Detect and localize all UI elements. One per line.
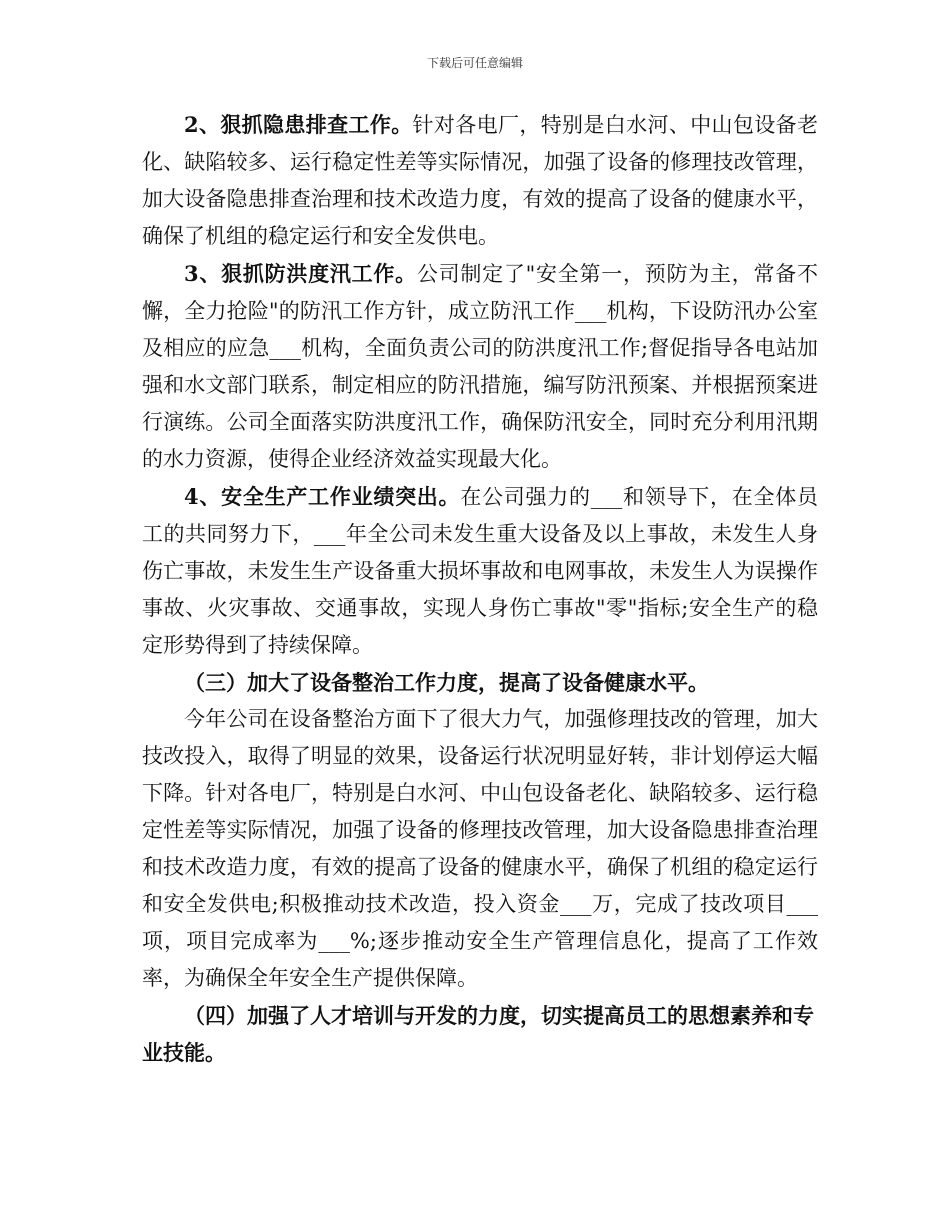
paragraph-flood-control [142, 255, 818, 478]
paragraph-lead: 4、安全生产工作业绩突出。 [184, 484, 461, 509]
paragraph-equipment-remediation: 今年公司在设备整治方面下了很大力气，加强修理技改的管理，加大技改投入，取得了明显的效果，设备运行状况明显好转，非计划停运大幅下降。针对各电厂，特别是白水河、中山包设备老化、缺陷较多、运行稳定性差等实际情况，加强了设备的修理技改管理，加大设备隐患排查治理和技术改造力度，有效的提高了设备的健康水平，确保了机组的稳定运行和安全发供电;积极推动技术改造，投入资金___万，完成了技改项目___项，项目完成率为___%;逐步推动安全生产管理信息化，提高了工作效率，为确保全年安全生产提供保障。 [142, 707, 818, 990]
section-heading-equipment: （三）加大了设备整治工作力度，提高了设备健康水平。 [184, 670, 709, 695]
section-heading-training: （四）加强了人才培训与开发的力度，切实提高员工的思想素养和专业技能。 [142, 1003, 814, 1065]
paragraph-hazard-inspection [142, 106, 818, 255]
paragraph-text: 在公司强力的___和领导下，在全体员工的共同努力下，___年全公司未发生重大设备及以上事故，未发生人身伤亡事故，未发生生产设备重大损坏事故和电网事故，未发生人为误操作事故、火灾事故、交通事故，实现人身伤亡事故"零"指标;安全生产的稳定形势得到了持续保障。 [142, 485, 818, 657]
header-note: 下载后可任意编辑 [426, 56, 523, 70]
document-body [142, 106, 818, 1071]
paragraph-safety-performance [142, 478, 818, 664]
paragraph-text: 公司制定了"安全第一，预防为主，常备不懈，全力抢险"的防汛工作方针，成立防汛工作___机构，下设防汛办公室及相应的应急___机构，全面负责公司的防洪度汛工作;督促指导各电站加强和水文部门联系，制定相应的防汛措施，编写防汛预案、并根据预案进行演练。公司全面落实防洪度汛工作，确保防汛安全，同时充分利用汛期的水力资源，使得企业经济效益实现最大化。 [142, 262, 818, 471]
paragraph-lead: 2、狠抓隐患排查工作。 [184, 112, 413, 137]
paragraph-lead: 3、狠抓防洪度汛工作。 [184, 261, 417, 286]
paragraph-text: 针对各电厂，特别是白水河、中山包设备老化、缺陷较多、运行稳定性差等实际情况，加强了设备的修理技改管理，加大设备隐患排查治理和技术改造力度，有效的提高了设备的健康水平，确保了机组的稳定运行和安全发供电。 [142, 113, 818, 248]
